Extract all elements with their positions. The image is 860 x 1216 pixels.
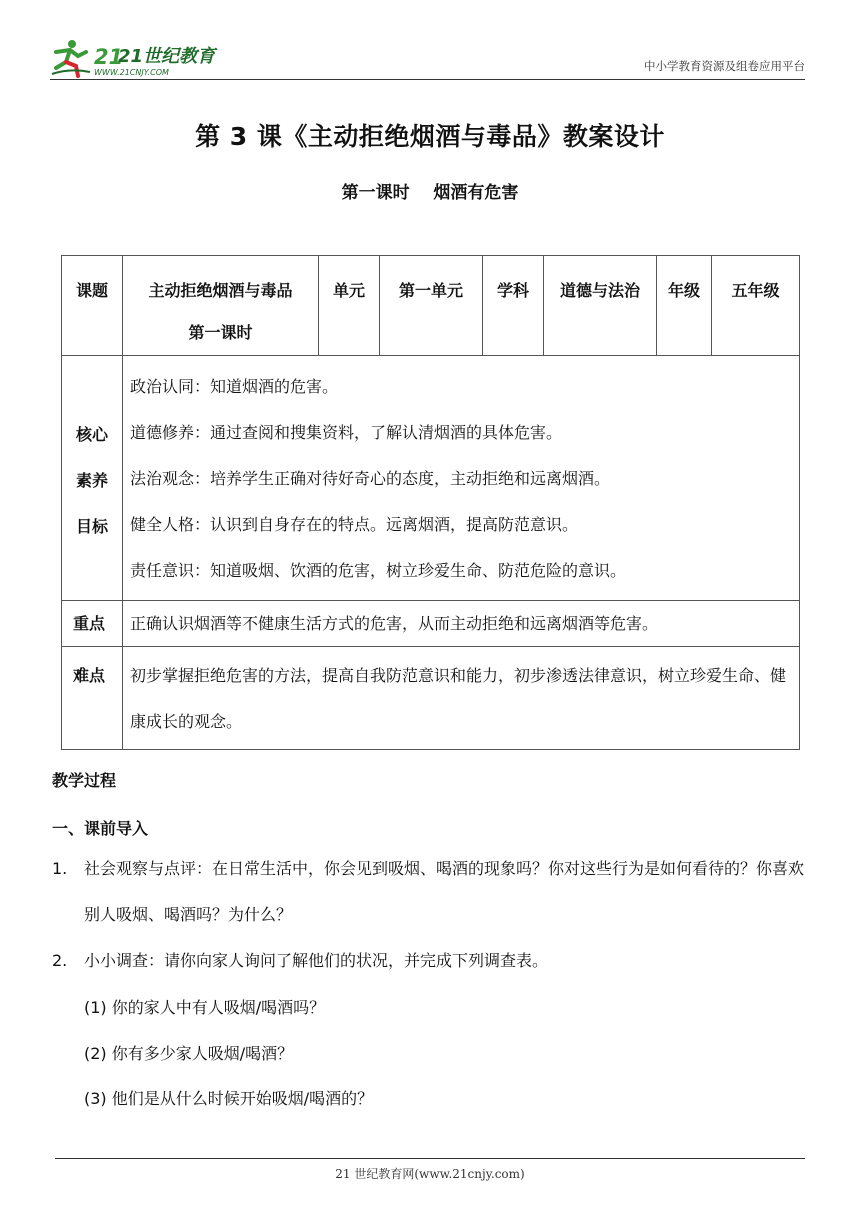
subject-label: 学科 xyxy=(483,256,544,356)
header-divider xyxy=(50,79,805,80)
logo-text: 21世纪教育 xyxy=(118,46,216,67)
list-item-text: 社会观察与点评：在日常生活中，你会见到吸烟、喝酒的现象吗？你对这些行为是如何看待的？你喜欢别人吸烟、喝酒吗？为什么？ xyxy=(84,859,805,924)
table-row-info xyxy=(62,256,800,356)
lesson-plan-table xyxy=(61,255,800,750)
section-intro: 一、课前导入 xyxy=(52,819,149,838)
goals-label xyxy=(62,356,123,601)
list-item xyxy=(52,938,812,984)
goals-label-3: 目标 xyxy=(75,516,108,536)
grade-label: 年级 xyxy=(657,256,712,356)
key-text: 正确认识烟酒等不健康生活方式的危害，从而主动拒绝和远离烟酒等危害。 xyxy=(123,601,800,647)
svg-text:WWW.21CNJY.COM: WWW.21CNJY.COM xyxy=(94,68,169,77)
page-subtitle: 第一课时 烟酒有危害 xyxy=(341,183,519,203)
goal-item: 道德修养：通过查阅和搜集资料，了解认清烟酒的具体危害。 xyxy=(130,423,563,442)
survey-question-3: (3) 他们是从什么时候开始吸烟/喝酒的？ xyxy=(84,1089,374,1108)
list-item xyxy=(52,846,812,938)
topic-label: 课题 xyxy=(62,256,123,356)
goals-content xyxy=(123,356,800,601)
page-header xyxy=(50,28,805,80)
subject-value: 道德与法治 xyxy=(544,256,657,356)
topic-line-1: 主动拒绝烟酒与毒品 xyxy=(148,281,293,300)
topic-value xyxy=(123,256,319,356)
table-row-goals xyxy=(62,356,800,601)
logo xyxy=(50,38,230,78)
goals-label-2: 素养 xyxy=(75,470,108,490)
table-row-difficulty xyxy=(62,647,800,750)
svg-text:21: 21 xyxy=(94,45,124,69)
footer-divider xyxy=(55,1158,805,1159)
goals-label-1: 核心 xyxy=(75,424,108,444)
key-label: 重点 xyxy=(62,601,123,647)
goal-item: 政治认同：知道烟酒的危害。 xyxy=(130,377,339,396)
goal-item: 健全人格：认识到自身存在的特点。远离烟酒，提高防范意识。 xyxy=(130,515,579,534)
list-item-number: 1. xyxy=(52,859,68,878)
topic-line-2: 第一课时 xyxy=(188,323,253,342)
table-row-key xyxy=(62,601,800,647)
grade-value: 五年级 xyxy=(712,256,800,356)
difficulty-text: 初步掌握拒绝危害的方法，提高自我防范意识和能力，初步渗透法律意识，树立珍爱生命、健康成长的观念。 xyxy=(123,647,800,750)
unit-value: 第一单元 xyxy=(380,256,483,356)
platform-name: 中小学教育资源及组卷应用平台 xyxy=(644,59,805,73)
unit-label: 单元 xyxy=(319,256,380,356)
difficulty-label: 难点 xyxy=(62,647,123,750)
survey-question-2: (2) 你有多少家人吸烟/喝酒？ xyxy=(84,1044,294,1063)
list-item-text: 小小调查：请你向家人询问了解他们的状况，并完成下列调查表。 xyxy=(84,951,549,970)
footer-text: 21 世纪教育网(www.21cnjy.com) xyxy=(335,1167,525,1181)
process-heading: 教学过程 xyxy=(52,771,117,790)
goal-item: 责任意识：知道吸烟、饮酒的危害，树立珍爱生命、防范危险的意识。 xyxy=(130,561,627,580)
page-title: 第 3 课《主动拒绝烟酒与毒品》教案设计 xyxy=(195,122,665,151)
list-item-number: 2. xyxy=(52,951,68,970)
survey-question-1: (1) 你的家人中有人吸烟/喝酒吗？ xyxy=(84,998,326,1017)
goal-item: 法治观念：培养学生正确对待好奇心的态度，主动拒绝和远离烟酒。 xyxy=(130,469,611,488)
